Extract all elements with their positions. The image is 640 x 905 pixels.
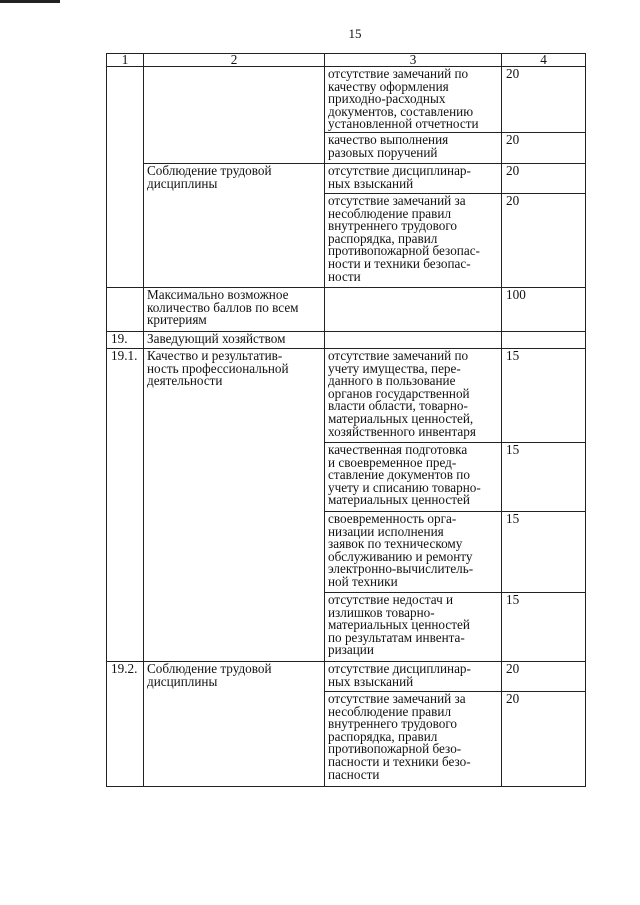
points-value: 20 xyxy=(502,194,586,288)
criteria-text xyxy=(325,332,502,349)
points-value: 15 xyxy=(502,443,586,512)
indicator-name: Заведующий хозяйством xyxy=(144,332,325,349)
criteria-text: отсутствие замечаний за несоблюдение правил внутреннего трудового распорядка, правил противопожарной безопас- ности и техники безопас- ности xyxy=(325,194,502,288)
table-row xyxy=(107,662,586,692)
table-row xyxy=(107,288,586,332)
criteria-text: качество выполнения разовых поручений xyxy=(325,133,502,164)
row-number: 19.2. xyxy=(107,662,144,787)
header-col-2: 2 xyxy=(144,54,325,67)
points-value: 20 xyxy=(502,67,586,133)
points-value: 20 xyxy=(502,133,586,164)
header-col-3: 3 xyxy=(325,54,502,67)
points-value: 15 xyxy=(502,593,586,662)
points-value xyxy=(502,332,586,349)
points-value: 15 xyxy=(502,349,586,443)
table-row xyxy=(107,349,586,443)
criteria-text xyxy=(325,288,502,332)
points-value: 100 xyxy=(502,288,586,332)
indicator-name: Максимально возможное количество баллов по всем критериям xyxy=(144,288,325,332)
criteria-text: отсутствие замечаний по учету имущества, пере- данного в пользование органов государственной власти области, товарно- материальных ценностей, хозяйственного инвентаря xyxy=(325,349,502,443)
table-row xyxy=(107,332,586,349)
criteria-text: своевременность орга- низации исполнения заявок по техническому обслуживанию и ремонту электронно-вычислитель- ной техники xyxy=(325,512,502,593)
criteria-text: качественная подготовка и своевременное пред- ставление документов по учету и списанию товарно- материальных ценностей xyxy=(325,443,502,512)
criteria-text: отсутствие замечаний за несоблюдение правил внутреннего трудового распорядка, правил противопожарной безо- пасности и техники безо- пасности xyxy=(325,692,502,787)
criteria-table xyxy=(106,53,586,787)
table-header-row xyxy=(107,54,586,67)
row-number: 19. xyxy=(107,332,144,349)
table-row xyxy=(107,164,586,194)
criteria-text: отсутствие дисциплинар- ных взысканий xyxy=(325,164,502,194)
criteria-text: отсутствие дисциплинар- ных взысканий xyxy=(325,662,502,692)
indicator-name: Соблюдение трудовой дисциплины xyxy=(144,164,325,288)
indicator-name xyxy=(144,67,325,164)
points-value: 20 xyxy=(502,692,586,787)
row-number: 19.1. xyxy=(107,349,144,662)
row-number xyxy=(107,67,144,288)
points-value: 15 xyxy=(502,512,586,593)
header-col-1: 1 xyxy=(107,54,144,67)
criteria-text: отсутствие замечаний по качеству оформления приходно-расходных документов, составлению установленной отчетности xyxy=(325,67,502,133)
page-number: 15 xyxy=(348,26,362,41)
table-row xyxy=(107,67,586,133)
header-col-4: 4 xyxy=(502,54,586,67)
corner-line xyxy=(0,0,60,3)
row-number xyxy=(107,288,144,332)
indicator-name: Соблюдение трудовой дисциплины xyxy=(144,662,325,787)
indicator-name: Качество и результатив- ность профессиональной деятельности xyxy=(144,349,325,662)
criteria-text: отсутствие недостач и излишков товарно- материальных ценностей по результатам инвента- ризации xyxy=(325,593,502,662)
points-value: 20 xyxy=(502,164,586,194)
points-value: 20 xyxy=(502,662,586,692)
